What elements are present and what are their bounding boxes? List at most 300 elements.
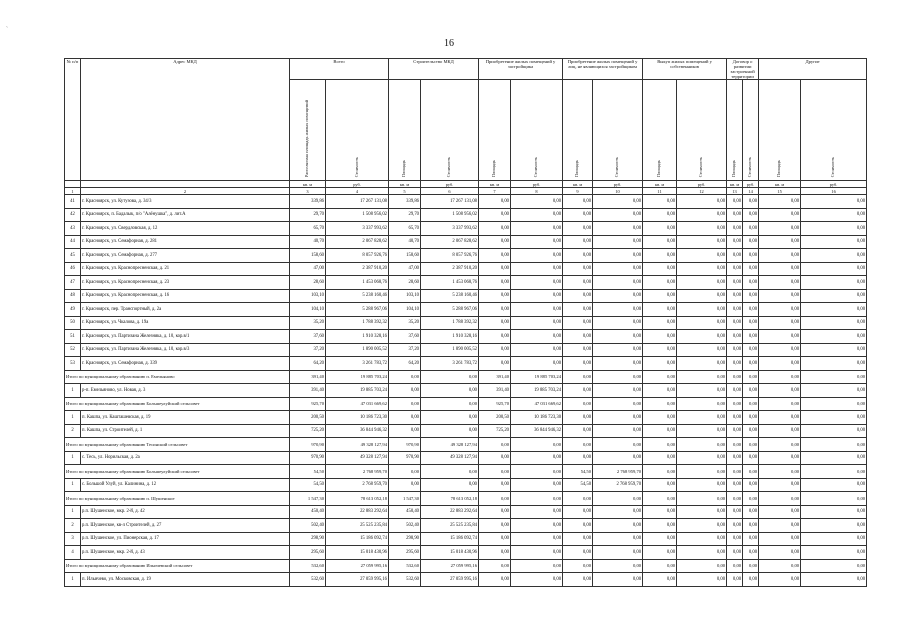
- cost-cell: 0,00: [743, 343, 759, 357]
- scan-speck: ˏ: [6, 22, 8, 28]
- area-cell: 0,00: [727, 478, 743, 492]
- col-number: 7: [479, 188, 511, 195]
- area-cell: 0,00: [479, 492, 511, 506]
- sub-area: Площадь: [731, 159, 737, 177]
- table-row: [65, 519, 867, 533]
- area-cell: 0,00: [479, 289, 511, 303]
- col-construction-header: Строительство МКД: [389, 59, 479, 80]
- sub-area: Площадь: [656, 159, 662, 177]
- cost-cell: 0,00: [511, 343, 563, 357]
- col-number: 9: [563, 188, 593, 195]
- row-number-cell: 1: [65, 573, 81, 587]
- cost-cell: 0,00: [511, 451, 563, 465]
- area-cell: 0,00: [727, 465, 743, 479]
- col-number: 5: [389, 188, 421, 195]
- cost-cell: 0,00: [677, 397, 727, 411]
- area-cell: 0,00: [479, 195, 511, 209]
- area-cell: 40,70: [389, 235, 421, 249]
- cost-cell: 0,00: [743, 411, 759, 425]
- col-acq-nondev-header: Приобретение жилых помещений у лиц, не являющихся застройщиком: [563, 59, 643, 80]
- cost-cell: 0,00: [593, 249, 643, 263]
- cost-cell: 0,00: [801, 519, 867, 533]
- area-cell: 0,00: [563, 438, 593, 452]
- cost-cell: 10 186 723,30: [326, 411, 389, 425]
- unit-cell: руб.: [677, 181, 727, 188]
- area-cell: 0,00: [759, 357, 801, 371]
- cost-cell: 0,00: [677, 289, 727, 303]
- area-cell: 0,00: [479, 438, 511, 452]
- area-cell: 0,00: [759, 478, 801, 492]
- area-cell: 532,60: [389, 573, 421, 587]
- area-cell: 0,00: [563, 303, 593, 317]
- area-cell: 0,00: [389, 397, 421, 411]
- area-cell: 0,00: [643, 357, 677, 371]
- cost-cell: 0,00: [593, 519, 643, 533]
- table-row: [65, 195, 867, 209]
- cost-cell: 2 387 910,20: [421, 262, 479, 276]
- area-cell: 0,00: [479, 478, 511, 492]
- table-row: [65, 505, 867, 519]
- table-row: [65, 546, 867, 560]
- cost-cell: 1 508 956,02: [421, 208, 479, 222]
- area-cell: 0,00: [479, 532, 511, 546]
- area-cell: 970,90: [389, 438, 421, 452]
- area-cell: 65,70: [290, 222, 326, 236]
- sub-area: Площадь: [574, 159, 580, 177]
- area-cell: 391,40: [290, 370, 326, 384]
- table-row: [65, 208, 867, 222]
- area-cell: 0,00: [759, 195, 801, 209]
- cost-cell: 0,00: [801, 276, 867, 290]
- cost-cell: 0,00: [743, 357, 759, 371]
- area-cell: 0,00: [727, 343, 743, 357]
- unit-cell: кв. м: [290, 181, 326, 188]
- total-label-cell: Итого по муниципальному образованию п. Емельяново: [65, 370, 290, 384]
- area-cell: 103,10: [389, 289, 421, 303]
- cost-cell: 0,00: [801, 316, 867, 330]
- cost-cell: 0,00: [743, 492, 759, 506]
- cost-cell: 0,00: [677, 424, 727, 438]
- cost-cell: 0,00: [743, 519, 759, 533]
- cost-cell: 0,00: [801, 478, 867, 492]
- area-cell: 0,00: [727, 235, 743, 249]
- area-cell: 0,00: [479, 330, 511, 344]
- area-cell: 0,00: [727, 249, 743, 263]
- cost-cell: 0,00: [743, 546, 759, 560]
- area-cell: 0,00: [479, 519, 511, 533]
- area-cell: 0,00: [563, 492, 593, 506]
- cost-cell: 0,00: [801, 330, 867, 344]
- area-cell: 532,60: [389, 559, 421, 573]
- cost-cell: 0,00: [511, 546, 563, 560]
- sub-cost: Стоимость: [614, 156, 620, 177]
- area-cell: 0,00: [643, 532, 677, 546]
- area-cell: 0,00: [727, 316, 743, 330]
- row-number-cell: 46: [65, 262, 81, 276]
- sub-cost: Стоимость: [446, 156, 452, 177]
- cost-cell: 0,00: [677, 276, 727, 290]
- area-cell: 0,00: [563, 208, 593, 222]
- cost-cell: 0,00: [593, 357, 643, 371]
- table-row: [65, 222, 867, 236]
- cost-cell: 0,00: [743, 505, 759, 519]
- cost-cell: 1 453 068,76: [326, 276, 389, 290]
- cost-cell: 0,00: [677, 411, 727, 425]
- cost-cell: 15 186 092,74: [421, 532, 479, 546]
- cost-cell: 5 238 160,46: [421, 289, 479, 303]
- area-cell: 0,00: [563, 424, 593, 438]
- cost-cell: 0,00: [801, 438, 867, 452]
- cost-cell: 25 525 235,84: [326, 519, 389, 533]
- cost-cell: 0,00: [421, 370, 479, 384]
- cost-cell: 0,00: [421, 465, 479, 479]
- address-cell: г. Красноярск, ул. Семафорная, д. 339: [81, 357, 290, 371]
- area-cell: 0,00: [563, 559, 593, 573]
- cost-cell: 0,00: [421, 384, 479, 398]
- area-cell: 0,00: [479, 222, 511, 236]
- cost-cell: 49 328 127,94: [421, 438, 479, 452]
- area-cell: 0,00: [479, 208, 511, 222]
- area-cell: 200,50: [479, 411, 511, 425]
- cost-cell: 0,00: [677, 384, 727, 398]
- cost-cell: 36 844 946,32: [326, 424, 389, 438]
- area-cell: 0,00: [479, 505, 511, 519]
- area-cell: 0,00: [727, 357, 743, 371]
- area-cell: 391,40: [290, 384, 326, 398]
- table-row: [65, 384, 867, 398]
- area-cell: 0,00: [643, 438, 677, 452]
- cost-cell: 1 890 005,52: [326, 343, 389, 357]
- cost-cell: 0,00: [743, 289, 759, 303]
- area-cell: 0,00: [759, 289, 801, 303]
- sub-cost: Стоимость: [830, 156, 836, 177]
- cost-cell: 0,00: [593, 303, 643, 317]
- cost-cell: 0,00: [801, 384, 867, 398]
- row-number-cell: 44: [65, 235, 81, 249]
- cost-cell: 0,00: [743, 195, 759, 209]
- cost-cell: 15 186 092,74: [326, 532, 389, 546]
- row-number-cell: 48: [65, 289, 81, 303]
- area-cell: 0,00: [727, 573, 743, 587]
- cost-cell: 0,00: [801, 222, 867, 236]
- table-row: [65, 573, 867, 587]
- table-row: [65, 262, 867, 276]
- area-cell: 1 547,30: [290, 492, 326, 506]
- cost-cell: 0,00: [801, 451, 867, 465]
- area-cell: 0,00: [479, 546, 511, 560]
- cost-cell: 0,00: [593, 411, 643, 425]
- area-cell: 0,00: [479, 303, 511, 317]
- area-cell: 0,00: [727, 330, 743, 344]
- area-cell: 0,00: [643, 559, 677, 573]
- address-cell: р.п. Шушенское, мкр. 2-й, д. 43: [81, 546, 290, 560]
- area-cell: 0,00: [759, 370, 801, 384]
- area-cell: 532,60: [290, 559, 326, 573]
- area-cell: 391,40: [479, 370, 511, 384]
- area-cell: 0,00: [759, 492, 801, 506]
- address-cell: п. Кашпа, ул. Строителей, д. 1: [81, 424, 290, 438]
- col-number: 10: [593, 188, 643, 195]
- row-number-cell: 1: [65, 384, 81, 398]
- area-cell: 0,00: [479, 316, 511, 330]
- unit-cell: кв. м: [759, 181, 801, 188]
- cost-cell: 0,00: [743, 465, 759, 479]
- cost-cell: 0,00: [677, 195, 727, 209]
- cost-cell: 0,00: [677, 303, 727, 317]
- cost-cell: 15 018 430,96: [326, 546, 389, 560]
- cost-cell: 0,00: [511, 235, 563, 249]
- col-no-header: № п/п: [65, 59, 81, 181]
- area-cell: 0,00: [727, 276, 743, 290]
- area-cell: 295,60: [290, 546, 326, 560]
- area-cell: 0,00: [727, 505, 743, 519]
- cost-cell: 0,00: [743, 235, 759, 249]
- area-cell: 0,00: [563, 384, 593, 398]
- cost-cell: 27 059 995,16: [421, 573, 479, 587]
- cost-cell: 0,00: [511, 303, 563, 317]
- cost-cell: 17 267 131,08: [421, 195, 479, 209]
- sub-cost: Стоимость: [353, 156, 359, 177]
- area-cell: 0,00: [727, 397, 743, 411]
- cost-cell: 0,00: [593, 573, 643, 587]
- row-number-cell: 53: [65, 357, 81, 371]
- cost-cell: 0,00: [801, 505, 867, 519]
- area-cell: 0,00: [727, 546, 743, 560]
- row-number-cell: 42: [65, 208, 81, 222]
- total-label-cell: Итого по муниципальному образованию Тесинский сельсовет: [65, 438, 290, 452]
- cost-cell: 2 768 959,70: [326, 478, 389, 492]
- row-number-cell: 43: [65, 222, 81, 236]
- cost-cell: 1 508 956,02: [326, 208, 389, 222]
- column-numbers-row: [65, 188, 867, 195]
- total-label-cell: Итого по муниципальному образованию Большеулуйский сельсовет: [65, 397, 290, 411]
- cost-cell: 0,00: [743, 424, 759, 438]
- sub-cost: Стоимость: [698, 156, 704, 177]
- cost-cell: 5 288 967,06: [326, 303, 389, 317]
- area-cell: 0,00: [759, 222, 801, 236]
- cost-cell: 17 267 131,08: [326, 195, 389, 209]
- area-cell: 0,00: [759, 519, 801, 533]
- area-cell: 0,00: [643, 546, 677, 560]
- cost-cell: 2 768 959,70: [593, 465, 643, 479]
- area-cell: 0,00: [643, 249, 677, 263]
- col-number: 14: [743, 188, 759, 195]
- table-row: [65, 532, 867, 546]
- row-number-cell: 45: [65, 249, 81, 263]
- cost-cell: 0,00: [677, 492, 727, 506]
- area-cell: 0,00: [563, 532, 593, 546]
- row-number-cell: 47: [65, 276, 81, 290]
- area-cell: 28,60: [290, 276, 326, 290]
- cost-cell: 0,00: [677, 559, 727, 573]
- cost-cell: 0,00: [801, 195, 867, 209]
- cost-cell: 0,00: [593, 222, 643, 236]
- area-cell: 0,00: [643, 451, 677, 465]
- cost-cell: 0,00: [743, 208, 759, 222]
- cost-cell: 0,00: [801, 249, 867, 263]
- cost-cell: 0,00: [801, 573, 867, 587]
- area-cell: 0,00: [727, 303, 743, 317]
- cost-cell: 5 238 160,46: [326, 289, 389, 303]
- col-number: 6: [421, 188, 479, 195]
- cost-cell: 1 910 328,16: [326, 330, 389, 344]
- area-cell: 0,00: [643, 222, 677, 236]
- cost-cell: 0,00: [743, 262, 759, 276]
- cost-cell: 0,00: [677, 330, 727, 344]
- area-cell: 970,90: [389, 451, 421, 465]
- unit-cell: кв. м: [727, 181, 743, 188]
- area-cell: 0,00: [563, 411, 593, 425]
- cost-cell: 0,00: [511, 330, 563, 344]
- table-row: [65, 276, 867, 290]
- col-acq-developer-header: Приобретение жилых помещений у застройщика: [479, 59, 563, 80]
- col-number: 4: [326, 188, 389, 195]
- area-cell: 0,00: [727, 262, 743, 276]
- area-cell: 54,50: [563, 478, 593, 492]
- col-number: 15: [759, 188, 801, 195]
- area-cell: 0,00: [389, 411, 421, 425]
- area-cell: 0,00: [759, 262, 801, 276]
- area-cell: 0,00: [643, 492, 677, 506]
- cost-cell: 0,00: [743, 451, 759, 465]
- area-cell: 0,00: [563, 573, 593, 587]
- address-cell: г. Красноярск, ул. Семафорная, д. 281: [81, 235, 290, 249]
- col-total-header: Всего: [290, 59, 389, 80]
- cost-cell: 0,00: [421, 411, 479, 425]
- table-total-row: [65, 438, 867, 452]
- cost-cell: 0,00: [593, 505, 643, 519]
- row-number-cell: 3: [65, 532, 81, 546]
- cost-cell: 0,00: [677, 478, 727, 492]
- col-other-header: Другие: [759, 59, 867, 80]
- area-cell: 0,00: [643, 519, 677, 533]
- cost-cell: 36 844 946,32: [511, 424, 563, 438]
- table-row: [65, 343, 867, 357]
- area-cell: 0,00: [643, 478, 677, 492]
- area-cell: 0,00: [727, 438, 743, 452]
- area-cell: 54,50: [290, 465, 326, 479]
- area-cell: 532,60: [290, 573, 326, 587]
- cost-cell: 0,00: [511, 505, 563, 519]
- cost-cell: 0,00: [801, 546, 867, 560]
- cost-cell: 27 059 995,16: [421, 559, 479, 573]
- address-cell: п. Кашпа, ул. Кашташевская, д. 19: [81, 411, 290, 425]
- area-cell: 0,00: [563, 519, 593, 533]
- area-cell: 725,20: [290, 424, 326, 438]
- cost-cell: 0,00: [593, 546, 643, 560]
- area-cell: 0,00: [479, 235, 511, 249]
- cost-cell: 0,00: [677, 465, 727, 479]
- cost-cell: 0,00: [593, 370, 643, 384]
- cost-cell: 8 057 926,76: [421, 249, 479, 263]
- col-number: 1: [65, 188, 81, 195]
- address-cell: г. Красноярск, ул. Семафорная, д. 277: [81, 249, 290, 263]
- area-cell: 0,00: [759, 249, 801, 263]
- area-cell: 0,00: [727, 289, 743, 303]
- area-cell: 0,00: [759, 451, 801, 465]
- cost-cell: 0,00: [801, 208, 867, 222]
- area-cell: 0,00: [563, 222, 593, 236]
- cost-cell: 0,00: [593, 208, 643, 222]
- cost-cell: 0,00: [743, 559, 759, 573]
- cost-cell: 0,00: [743, 532, 759, 546]
- sub-area: Площадь: [776, 159, 782, 177]
- area-cell: 925,70: [479, 397, 511, 411]
- area-cell: 64,20: [290, 357, 326, 371]
- cost-cell: 3 261 783,72: [421, 357, 479, 371]
- cost-cell: 0,00: [677, 438, 727, 452]
- cost-cell: 19 885 703,24: [326, 384, 389, 398]
- cost-cell: 47 031 669,62: [326, 397, 389, 411]
- cost-cell: 8 057 926,76: [326, 249, 389, 263]
- area-cell: 391,40: [479, 384, 511, 398]
- cost-cell: 5 288 967,06: [421, 303, 479, 317]
- cost-cell: 2 067 828,62: [421, 235, 479, 249]
- address-cell: р.п. Шушенское, ул. Пионерская, д. 17: [81, 532, 290, 546]
- col-dev-agreement-header: Договор о развитии застроенной территории: [727, 59, 759, 80]
- cost-cell: 15 018 430,96: [421, 546, 479, 560]
- area-cell: 298,90: [389, 532, 421, 546]
- area-cell: 29,70: [389, 208, 421, 222]
- area-cell: 104,10: [389, 303, 421, 317]
- area-cell: 64,20: [389, 357, 421, 371]
- table-row: [65, 289, 867, 303]
- cost-cell: 2 387 910,20: [326, 262, 389, 276]
- cost-cell: 0,00: [801, 289, 867, 303]
- cost-cell: 0,00: [511, 519, 563, 533]
- area-cell: 0,00: [727, 451, 743, 465]
- table-total-row: [65, 397, 867, 411]
- area-cell: 450,40: [389, 505, 421, 519]
- cost-cell: 0,00: [421, 478, 479, 492]
- area-cell: 158,60: [290, 249, 326, 263]
- area-cell: 0,00: [759, 559, 801, 573]
- cost-cell: 1 788 392,32: [421, 316, 479, 330]
- total-label-cell: Итого по муниципальному образованию п. Шушенское: [65, 492, 290, 506]
- cost-cell: 0,00: [511, 208, 563, 222]
- unit-cell: руб.: [511, 181, 563, 188]
- row-number-cell: 2: [65, 519, 81, 533]
- area-cell: 0,00: [759, 465, 801, 479]
- table-row: [65, 249, 867, 263]
- cost-cell: 0,00: [677, 505, 727, 519]
- address-cell: г. Красноярск, ул. Кутузова, д. 34/3: [81, 195, 290, 209]
- table-row: [65, 411, 867, 425]
- area-cell: 29,70: [290, 208, 326, 222]
- address-cell: г. Красноярск, ул. Краснопресненская, д. 16: [81, 289, 290, 303]
- area-cell: 0,00: [727, 519, 743, 533]
- area-cell: 0,00: [643, 424, 677, 438]
- cost-cell: 2 067 828,62: [326, 235, 389, 249]
- table-total-row: [65, 492, 867, 506]
- cost-cell: 0,00: [593, 424, 643, 438]
- cost-cell: 0,00: [801, 411, 867, 425]
- cost-cell: 0,00: [801, 559, 867, 573]
- cost-cell: 0,00: [511, 289, 563, 303]
- area-cell: 0,00: [479, 249, 511, 263]
- unit-cell: кв. м: [563, 181, 593, 188]
- area-cell: 0,00: [727, 411, 743, 425]
- cost-cell: 0,00: [743, 370, 759, 384]
- row-number-cell: 1: [65, 505, 81, 519]
- area-cell: 339,86: [290, 195, 326, 209]
- area-cell: 158,60: [389, 249, 421, 263]
- sub-area: Площадь: [401, 159, 407, 177]
- area-cell: 0,00: [727, 222, 743, 236]
- cost-cell: 0,00: [743, 573, 759, 587]
- sub-cost: Стоимость: [533, 156, 539, 177]
- unit-cell: руб.: [326, 181, 389, 188]
